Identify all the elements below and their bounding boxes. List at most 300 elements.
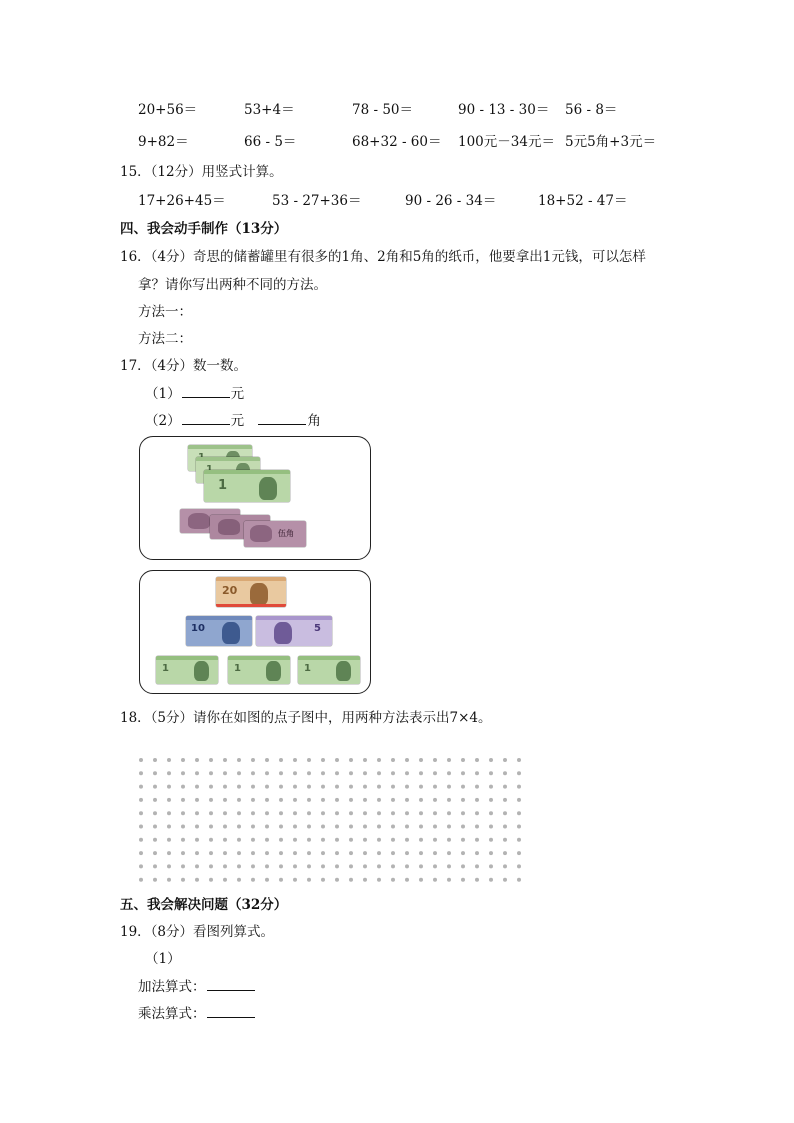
grid-dot[interactable]	[391, 758, 395, 762]
grid-dot[interactable]	[405, 851, 409, 855]
grid-dot[interactable]	[517, 878, 521, 882]
grid-dot[interactable]	[503, 811, 507, 815]
grid-dot[interactable]	[475, 864, 479, 868]
grid-dot[interactable]	[265, 785, 269, 789]
grid-dot[interactable]	[321, 851, 325, 855]
grid-dot[interactable]	[503, 798, 507, 802]
grid-dot[interactable]	[335, 851, 339, 855]
grid-dot[interactable]	[433, 785, 437, 789]
grid-dot[interactable]	[377, 811, 381, 815]
grid-dot[interactable]	[139, 825, 143, 829]
money-box-2	[139, 570, 371, 694]
grid-dot[interactable]	[223, 851, 227, 855]
grid-dot[interactable]	[461, 838, 465, 842]
grid-dot[interactable]	[195, 825, 199, 829]
one-yuan-note: 1	[204, 470, 290, 502]
grid-dot[interactable]	[349, 798, 353, 802]
grid-dot[interactable]	[489, 864, 493, 868]
grid-dot[interactable]	[363, 878, 367, 882]
grid-dot[interactable]	[265, 864, 269, 868]
grid-dot[interactable]	[419, 878, 423, 882]
grid-dot[interactable]	[321, 878, 325, 882]
grid-dot[interactable]	[461, 864, 465, 868]
grid-dot[interactable]	[419, 825, 423, 829]
grid-dot[interactable]	[153, 878, 157, 882]
grid-dot[interactable]	[237, 811, 241, 815]
grid-dot[interactable]	[251, 878, 255, 882]
grid-dot[interactable]	[293, 851, 297, 855]
grid-dot[interactable]	[489, 798, 493, 802]
grid-dot[interactable]	[447, 825, 451, 829]
grid-dot[interactable]	[279, 771, 283, 775]
grid-dot[interactable]	[433, 851, 437, 855]
grid-dot[interactable]	[335, 798, 339, 802]
grid-dot[interactable]	[181, 758, 185, 762]
grid-dot[interactable]	[195, 864, 199, 868]
grid-dot[interactable]	[517, 758, 521, 762]
grid-dot[interactable]	[251, 864, 255, 868]
grid-dot[interactable]	[223, 758, 227, 762]
grid-dot[interactable]	[139, 878, 143, 882]
grid-dot[interactable]	[475, 851, 479, 855]
grid-dot[interactable]	[461, 785, 465, 789]
grid-dot[interactable]	[209, 851, 213, 855]
grid-dot[interactable]	[265, 825, 269, 829]
grid-dot[interactable]	[307, 864, 311, 868]
grid-dot[interactable]	[307, 811, 311, 815]
grid-dot[interactable]	[447, 811, 451, 815]
grid-dot[interactable]	[279, 798, 283, 802]
grid-dot[interactable]	[195, 785, 199, 789]
grid-dot[interactable]	[433, 878, 437, 882]
grid-dot[interactable]	[363, 798, 367, 802]
grid-dot[interactable]	[139, 864, 143, 868]
grid-dot[interactable]	[503, 758, 507, 762]
grid-dot[interactable]	[139, 851, 143, 855]
grid-dot[interactable]	[181, 864, 185, 868]
grid-dot[interactable]	[209, 838, 213, 842]
grid-dot[interactable]	[489, 825, 493, 829]
section-5-heading: 五、我会解决问题（32分）	[120, 897, 288, 913]
grid-dot[interactable]	[209, 758, 213, 762]
grid-dot[interactable]	[503, 825, 507, 829]
grid-dot[interactable]	[209, 798, 213, 802]
grid-dot[interactable]	[447, 851, 451, 855]
grid-dot[interactable]	[307, 838, 311, 842]
grid-dot[interactable]	[237, 785, 241, 789]
grid-dot[interactable]	[475, 825, 479, 829]
grid-dot[interactable]	[223, 771, 227, 775]
grid-dot[interactable]	[461, 771, 465, 775]
grid-dot[interactable]	[265, 798, 269, 802]
grid-dot[interactable]	[209, 771, 213, 775]
grid-dot[interactable]	[251, 758, 255, 762]
grid-dot[interactable]	[517, 771, 521, 775]
grid-dot[interactable]	[265, 771, 269, 775]
grid-dot[interactable]	[503, 771, 507, 775]
grid-dot[interactable]	[265, 758, 269, 762]
grid-dot[interactable]	[153, 825, 157, 829]
grid-dot[interactable]	[363, 785, 367, 789]
grid-dot[interactable]	[377, 851, 381, 855]
grid-dot[interactable]	[461, 798, 465, 802]
grid-dot[interactable]	[237, 838, 241, 842]
answer-blank[interactable]	[207, 1003, 255, 1018]
grid-dot[interactable]	[153, 811, 157, 815]
grid-dot[interactable]	[195, 758, 199, 762]
grid-dot[interactable]	[223, 785, 227, 789]
grid-dot[interactable]	[167, 798, 171, 802]
grid-dot[interactable]	[279, 785, 283, 789]
grid-dot[interactable]	[153, 785, 157, 789]
grid-dot[interactable]	[321, 798, 325, 802]
grid-dot[interactable]	[489, 771, 493, 775]
grid-dot[interactable]	[321, 785, 325, 789]
grid-dot[interactable]	[503, 785, 507, 789]
grid-dot[interactable]	[167, 785, 171, 789]
grid-dot[interactable]	[335, 785, 339, 789]
grid-dot[interactable]	[461, 825, 465, 829]
grid-dot[interactable]	[223, 798, 227, 802]
grid-dot[interactable]	[349, 825, 353, 829]
grid-dot[interactable]	[237, 878, 241, 882]
grid-dot[interactable]	[363, 771, 367, 775]
grid-dot[interactable]	[139, 798, 143, 802]
sub-2-prefix: （2）	[145, 413, 181, 429]
grid-dot[interactable]	[363, 864, 367, 868]
grid-dot[interactable]	[503, 838, 507, 842]
answer-blank[interactable]	[182, 383, 230, 398]
grid-dot[interactable]	[447, 878, 451, 882]
grid-dot[interactable]	[475, 771, 479, 775]
grid-dot[interactable]	[153, 798, 157, 802]
grid-dot[interactable]	[461, 851, 465, 855]
grid-dot[interactable]	[321, 811, 325, 815]
grid-dot[interactable]	[517, 864, 521, 868]
grid-dot[interactable]	[307, 878, 311, 882]
grid-dot[interactable]	[167, 825, 171, 829]
grid-dot[interactable]	[153, 851, 157, 855]
grid-dot[interactable]	[447, 864, 451, 868]
grid-dot[interactable]	[181, 825, 185, 829]
grid-dot[interactable]	[391, 851, 395, 855]
grid-dot[interactable]	[405, 838, 409, 842]
grid-dot[interactable]	[349, 851, 353, 855]
grid-dot[interactable]	[503, 864, 507, 868]
grid-dot[interactable]	[475, 758, 479, 762]
grid-dot[interactable]	[363, 811, 367, 815]
grid-dot[interactable]	[153, 838, 157, 842]
grid-dot[interactable]	[405, 811, 409, 815]
grid-dot[interactable]	[223, 838, 227, 842]
answer-blank[interactable]	[207, 976, 255, 991]
question-19-title: 19．（8分）看图列算式。	[120, 924, 275, 940]
grid-dot[interactable]	[153, 771, 157, 775]
grid-dot[interactable]	[335, 864, 339, 868]
grid-dot[interactable]	[279, 758, 283, 762]
grid-dot[interactable]	[321, 758, 325, 762]
grid-dot[interactable]	[279, 811, 283, 815]
grid-dot[interactable]	[139, 811, 143, 815]
answer-blank[interactable]	[258, 410, 306, 425]
answer-blank[interactable]	[182, 410, 230, 425]
grid-dot[interactable]	[377, 864, 381, 868]
grid-dot[interactable]	[251, 825, 255, 829]
grid-dot[interactable]	[349, 838, 353, 842]
grid-dot[interactable]	[335, 811, 339, 815]
grid-dot[interactable]	[377, 771, 381, 775]
grid-dot[interactable]	[279, 838, 283, 842]
grid-dot[interactable]	[461, 758, 465, 762]
grid-dot[interactable]	[517, 825, 521, 829]
grid-dot[interactable]	[391, 838, 395, 842]
grid-dot[interactable]	[461, 811, 465, 815]
grid-dot[interactable]	[433, 798, 437, 802]
grid-dot[interactable]	[405, 758, 409, 762]
grid-dot[interactable]	[223, 864, 227, 868]
grid-dot[interactable]	[349, 864, 353, 868]
grid-dot[interactable]	[475, 798, 479, 802]
grid-dot[interactable]	[139, 771, 143, 775]
grid-dot[interactable]	[489, 758, 493, 762]
grid-dot[interactable]	[517, 811, 521, 815]
grid-dot[interactable]	[167, 864, 171, 868]
grid-dot[interactable]	[307, 798, 311, 802]
grid-dot[interactable]	[475, 838, 479, 842]
grid-dot[interactable]	[293, 771, 297, 775]
grid-dot[interactable]	[251, 771, 255, 775]
grid-dot[interactable]	[447, 771, 451, 775]
grid-dot[interactable]	[321, 825, 325, 829]
grid-dot[interactable]	[195, 811, 199, 815]
grid-dot[interactable]	[335, 771, 339, 775]
grid-dot[interactable]	[265, 851, 269, 855]
grid-dot[interactable]	[195, 838, 199, 842]
grid-dot[interactable]	[167, 878, 171, 882]
grid-dot[interactable]	[307, 758, 311, 762]
grid-dot[interactable]	[405, 771, 409, 775]
grid-dot[interactable]	[251, 785, 255, 789]
grid-dot[interactable]	[293, 864, 297, 868]
grid-dot[interactable]	[237, 771, 241, 775]
grid-dot[interactable]	[419, 838, 423, 842]
vertical-calc-item: 17+26+45＝	[138, 193, 226, 209]
grid-dot[interactable]	[419, 864, 423, 868]
grid-dot[interactable]	[391, 771, 395, 775]
dot-grid[interactable]	[136, 755, 528, 885]
grid-dot[interactable]	[251, 798, 255, 802]
grid-dot[interactable]	[405, 878, 409, 882]
grid-dot[interactable]	[293, 758, 297, 762]
grid-dot[interactable]	[447, 785, 451, 789]
grid-dot[interactable]	[167, 838, 171, 842]
grid-dot[interactable]	[405, 864, 409, 868]
grid-dot[interactable]	[167, 851, 171, 855]
question-18-title: 18．（5分）请你在如图的点子图中，用两种方法表示出7×4。	[120, 710, 492, 726]
grid-dot[interactable]	[195, 851, 199, 855]
grid-dot[interactable]	[433, 864, 437, 868]
grid-dot[interactable]	[167, 811, 171, 815]
grid-dot[interactable]	[391, 825, 395, 829]
grid-dot[interactable]	[251, 811, 255, 815]
grid-dot[interactable]	[251, 851, 255, 855]
grid-dot[interactable]	[181, 811, 185, 815]
grid-dot[interactable]	[209, 785, 213, 789]
grid-dot[interactable]	[237, 758, 241, 762]
grid-dot[interactable]	[195, 798, 199, 802]
grid-dot[interactable]	[419, 785, 423, 789]
grid-dot[interactable]	[209, 864, 213, 868]
grid-dot[interactable]	[405, 785, 409, 789]
grid-dot[interactable]	[279, 878, 283, 882]
grid-dot[interactable]	[377, 785, 381, 789]
grid-dot[interactable]	[153, 758, 157, 762]
grid-dot[interactable]	[181, 785, 185, 789]
grid-dot[interactable]	[251, 838, 255, 842]
grid-dot[interactable]	[321, 771, 325, 775]
grid-dot[interactable]	[321, 838, 325, 842]
grid-dot[interactable]	[209, 878, 213, 882]
grid-dot[interactable]	[489, 851, 493, 855]
oral-calc-item: 56 - 8＝	[565, 102, 618, 118]
vertical-calc-item: 18+52 - 47＝	[538, 193, 628, 209]
grid-dot[interactable]	[279, 851, 283, 855]
grid-dot[interactable]	[307, 771, 311, 775]
grid-dot[interactable]	[419, 758, 423, 762]
grid-dot[interactable]	[181, 771, 185, 775]
oral-calc-item: 9+82＝	[138, 134, 189, 150]
grid-dot[interactable]	[139, 758, 143, 762]
grid-dot[interactable]	[293, 785, 297, 789]
grid-dot[interactable]	[391, 878, 395, 882]
grid-dot[interactable]	[237, 851, 241, 855]
grid-dot[interactable]	[447, 758, 451, 762]
grid-dot[interactable]	[349, 878, 353, 882]
grid-dot[interactable]	[265, 878, 269, 882]
grid-dot[interactable]	[307, 851, 311, 855]
grid-dot[interactable]	[349, 758, 353, 762]
grid-dot[interactable]	[433, 758, 437, 762]
grid-dot[interactable]	[223, 825, 227, 829]
grid-dot[interactable]	[265, 838, 269, 842]
grid-dot[interactable]	[489, 811, 493, 815]
grid-dot[interactable]	[293, 838, 297, 842]
grid-dot[interactable]	[391, 785, 395, 789]
grid-dot[interactable]	[167, 771, 171, 775]
grid-dot[interactable]	[433, 838, 437, 842]
one-yuan-note: 1	[228, 656, 290, 684]
grid-dot[interactable]	[293, 825, 297, 829]
grid-dot[interactable]	[335, 825, 339, 829]
grid-dot[interactable]	[349, 771, 353, 775]
grid-dot[interactable]	[181, 851, 185, 855]
grid-dot[interactable]	[377, 798, 381, 802]
grid-dot[interactable]	[307, 825, 311, 829]
grid-dot[interactable]	[419, 798, 423, 802]
grid-dot[interactable]	[517, 798, 521, 802]
grid-dot[interactable]	[349, 785, 353, 789]
grid-dot[interactable]	[181, 838, 185, 842]
grid-dot[interactable]	[447, 798, 451, 802]
grid-dot[interactable]	[153, 864, 157, 868]
grid-dot[interactable]	[349, 811, 353, 815]
grid-dot[interactable]	[335, 838, 339, 842]
grid-dot[interactable]	[405, 825, 409, 829]
one-yuan-note: 1	[298, 656, 360, 684]
grid-dot[interactable]	[363, 825, 367, 829]
grid-dot[interactable]	[391, 864, 395, 868]
grid-dot[interactable]	[405, 798, 409, 802]
oral-calc-item: 100元－34元＝	[458, 134, 555, 150]
grid-dot[interactable]	[363, 838, 367, 842]
grid-dot[interactable]	[461, 878, 465, 882]
grid-dot[interactable]	[517, 785, 521, 789]
grid-dot[interactable]	[181, 878, 185, 882]
grid-dot[interactable]	[503, 851, 507, 855]
grid-dot[interactable]	[377, 838, 381, 842]
grid-dot[interactable]	[475, 811, 479, 815]
grid-dot[interactable]	[307, 785, 311, 789]
grid-dot[interactable]	[377, 878, 381, 882]
grid-dot[interactable]	[419, 851, 423, 855]
grid-dot[interactable]	[237, 864, 241, 868]
grid-dot[interactable]	[293, 811, 297, 815]
grid-dot[interactable]	[363, 758, 367, 762]
grid-dot[interactable]	[363, 851, 367, 855]
grid-dot[interactable]	[265, 811, 269, 815]
grid-dot[interactable]	[293, 798, 297, 802]
grid-dot[interactable]	[489, 785, 493, 789]
grid-dot[interactable]	[433, 811, 437, 815]
grid-dot[interactable]	[377, 825, 381, 829]
vertical-calc-item: 53 - 27+36＝	[272, 193, 362, 209]
grid-dot[interactable]	[195, 878, 199, 882]
grid-dot[interactable]	[517, 851, 521, 855]
grid-dot[interactable]	[223, 878, 227, 882]
grid-dot[interactable]	[377, 758, 381, 762]
grid-dot[interactable]	[433, 825, 437, 829]
grid-dot[interactable]	[321, 864, 325, 868]
grid-dot[interactable]	[391, 811, 395, 815]
grid-dot[interactable]	[237, 798, 241, 802]
grid-dot[interactable]	[503, 878, 507, 882]
grid-dot[interactable]	[279, 864, 283, 868]
grid-dot[interactable]	[475, 785, 479, 789]
grid-dot[interactable]	[489, 838, 493, 842]
grid-dot[interactable]	[433, 771, 437, 775]
grid-dot[interactable]	[181, 798, 185, 802]
grid-dot[interactable]	[167, 758, 171, 762]
grid-dot[interactable]	[237, 825, 241, 829]
grid-dot[interactable]	[447, 838, 451, 842]
grid-dot[interactable]	[335, 758, 339, 762]
grid-dot[interactable]	[517, 838, 521, 842]
grid-dot[interactable]	[419, 771, 423, 775]
grid-dot[interactable]	[391, 798, 395, 802]
grid-dot[interactable]	[223, 811, 227, 815]
grid-dot[interactable]	[335, 878, 339, 882]
grid-dot[interactable]	[419, 811, 423, 815]
grid-dot[interactable]	[139, 838, 143, 842]
grid-dot[interactable]	[209, 825, 213, 829]
grid-dot[interactable]	[195, 771, 199, 775]
grid-dot[interactable]	[279, 825, 283, 829]
grid-dot[interactable]	[489, 878, 493, 882]
grid-dot[interactable]	[139, 785, 143, 789]
grid-dot[interactable]	[209, 811, 213, 815]
grid-dot[interactable]	[475, 878, 479, 882]
grid-dot[interactable]	[293, 878, 297, 882]
